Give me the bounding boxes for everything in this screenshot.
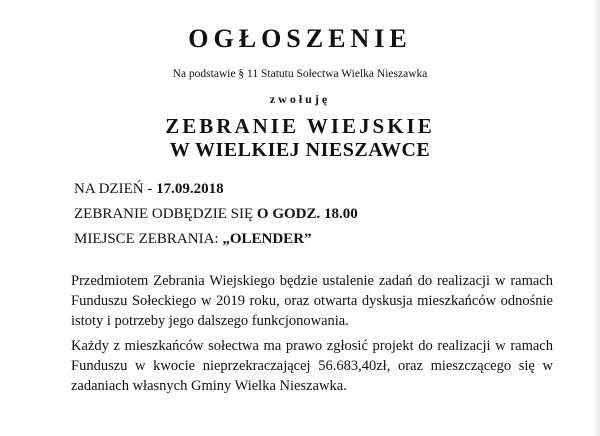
meeting-place-line: [74, 231, 312, 248]
paragraph-line: Każdy z mieszkańców sołectwa ma prawo zgłosić projekt do realizacji w ramach: [71, 338, 553, 354]
meeting-date-line: [74, 181, 224, 198]
legal-basis: Na podstawie § 11 Statutu Sołectwa Wielka Nieszawka: [172, 68, 428, 80]
scan-edge-shadow: [592, 0, 600, 436]
date-label: NA DZIEŃ -: [74, 181, 153, 197]
place-value: „OLENDER”: [222, 231, 312, 247]
meeting-name: ZEBRANIE WIEJSKIE: [165, 114, 435, 138]
paragraph-line: Przedmiotem Zebrania Wiejskiego będzie ustalenie zadań do realizacji w ramach: [71, 273, 553, 289]
meeting-time-line: [74, 206, 358, 223]
paragraph-line: Funduszu w kwocie nieprzekraczającej 56.683,40zł, oraz mieszczącego się w: [71, 358, 553, 374]
date-value: 17.09.2018: [156, 181, 224, 197]
paragraph-line: istoty i potrzeby jego dalszego funkcjonowania.: [71, 313, 349, 329]
convene-word: zwołuję: [269, 92, 331, 106]
paragraph-proposals: [71, 336, 553, 396]
paragraph-line: zadaniach własnych Gminy Wielka Nieszawka.: [71, 378, 347, 394]
notice-title: OGŁOSZENIE: [188, 24, 412, 53]
time-value: O GODZ. 18.00: [256, 206, 358, 222]
paragraph-purpose: [71, 271, 553, 331]
meeting-place: W WIELKIEJ NIESZAWCE: [169, 139, 431, 161]
place-label: MIEJSCE ZEBRANIA:: [74, 231, 219, 247]
time-label: ZEBRANIE ODBĘDZIE SIĘ: [74, 206, 254, 222]
paragraph-line: Funduszu Sołeckiego w 2019 roku, oraz otwarta dyskusja mieszkańców odnośnie: [71, 293, 553, 309]
